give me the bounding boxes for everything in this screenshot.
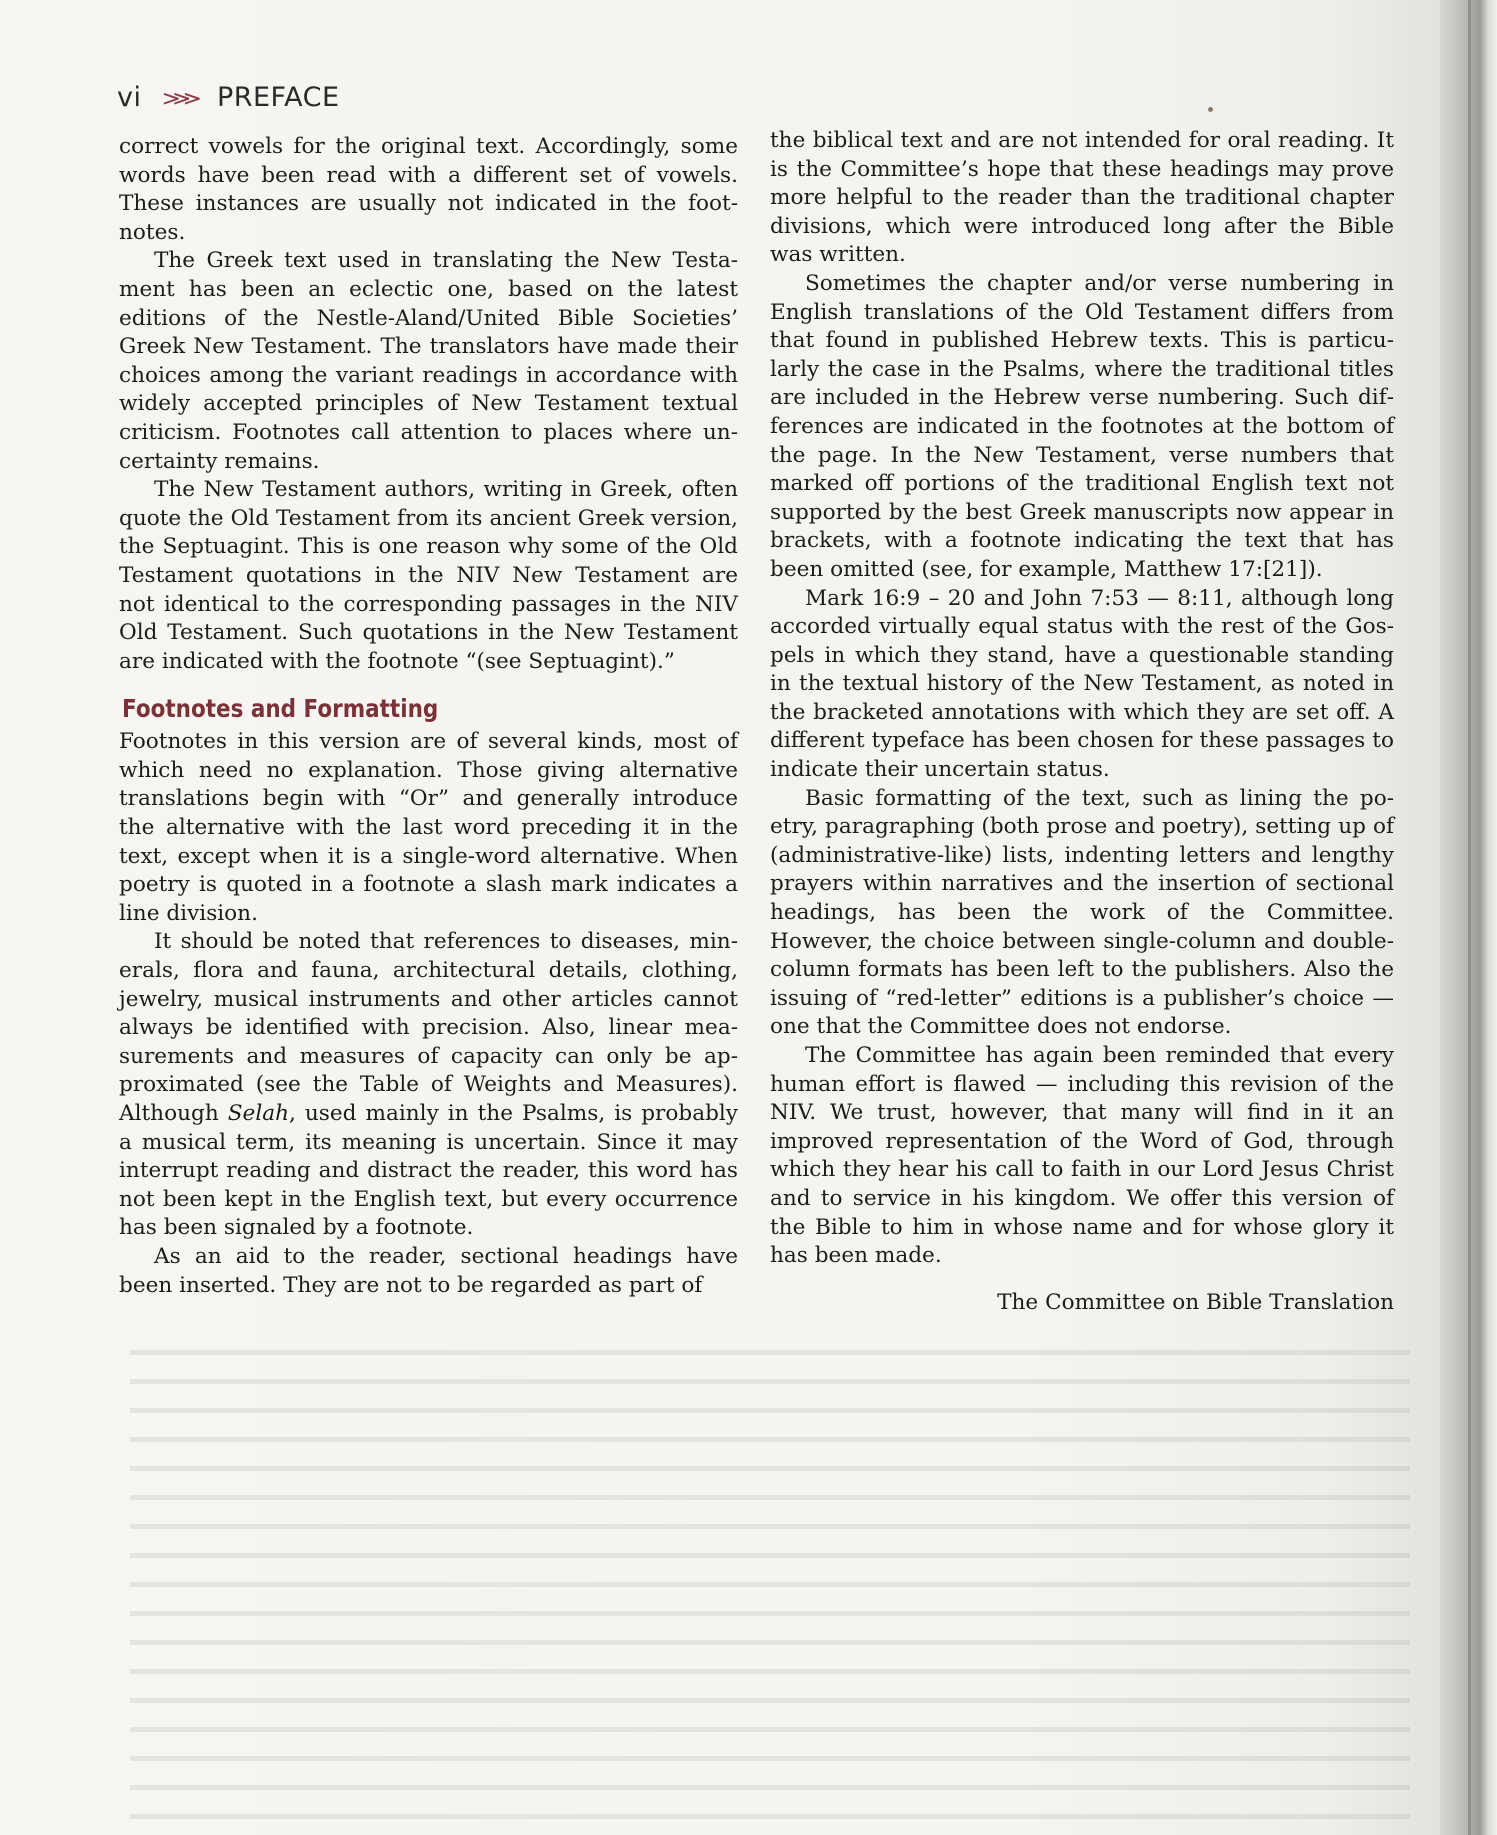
- signature: The Committee on Bible Translation: [997, 1289, 1394, 1315]
- paragraph: The Committee has again been reminded that every human effort is flawed — including this revision of the NIV. We trust, however, that many will find in it an improved representation of the Word of God, through which they hear his call to faith in our Lord Jesus Christ and to service in his kingdom. We offer this version of the Bible to him in whose name and for whose glory it has been made.: [770, 1043, 1394, 1269]
- paragraph: [119, 928, 738, 1243]
- paragraph: correct vowels for the original text. Accordingly, some words have been read with a different set of vowels. These instances are usually not indicated in the footnotes.: [119, 134, 738, 245]
- left-column: [119, 133, 738, 1300]
- paragraph: the biblical text and are not intended for oral reading. It is the Committee’s hope that these headings may prove more helpful to the reader than the traditional chapter divisions, which were introduced long after the Bible was written.: [770, 128, 1394, 268]
- right-column: [770, 127, 1394, 1317]
- paragraph: Footnotes in this version are of several kinds, most of which need no explanation. Those giving alternative translations begin with “Or” and generally introduce the alternative with the last word preceding it in the text, except when it is a single-word alternative. When poetry is quoted in a footnote a slash mark indicates a line division.: [119, 729, 738, 926]
- paragraph: Mark 16:9 – 20 and John 7:53 — 8:11, although long accorded virtually equal status with the rest of the Gospels in which they stand, have a questionable standing in the textual history of the New Testament, as noted in the bracketed annotations with which they are set off. A different typeface has been chosen for these passages to indicate their uncertain status.: [770, 585, 1394, 783]
- running-title: PREFACE: [216, 82, 340, 113]
- paragraph: Basic formatting of the text, such as lining the poetry, paragraphing (both prose and poetry), setting up of (administrative-like) lists, indenting letters and lengthy prayers within narratives and the insertion of sectional headings, has been the work of the Committee. However, the choice between single-column and double-column formats has been left to the publishers. Also the issuing of “red-letter” editions is a publisher’s choice — one that the Committee does not endorse.: [770, 785, 1394, 1040]
- bleed-through-texture: [130, 1330, 1410, 1830]
- ornament-arrows-icon: ⋙: [162, 85, 199, 110]
- italic-term: Selah: [227, 1101, 290, 1126]
- paragraph: Sometimes the chapter and/or verse numbering in English translations of the Old Testament differs from that found in published Hebrew texts. This is particularly the case in the Psalms, where the traditional titles are included in the Hebrew verse numbering. Such differences are indicated in the footnotes at the bottom of the page. In the New Testament, verse numbers that marked off portions of the traditional English text not supported by the best Greek manuscripts now appear in brackets, with a footnote indicating the text that has been omitted (see, for example, Matthew 17:[21]).: [770, 270, 1394, 582]
- page-number: vi: [117, 82, 142, 113]
- gutter-shadow-line: [1468, 0, 1471, 1835]
- paper-speck: [1208, 107, 1213, 112]
- paragraph: As an aid to the reader, sectional headings have been inserted. They are not to be regarded as part of: [119, 1243, 738, 1298]
- section-heading: Footnotes and Formatting: [122, 694, 439, 724]
- book-gutter: [1440, 0, 1497, 1835]
- paragraph: The Greek text used in translating the New Testament has been an eclectic one, based on the latest editions of the Nestle-Aland/United Bible Societies’ Greek New Testament. The translators have made their choices among the variant readings in accordance with widely accepted principles of New Testament textual criticism. Footnotes call attention to places where uncertainty remains.: [119, 248, 738, 474]
- text-run: , used mainly in the Psalms, is probably a musical term, its meaning is uncertain. Since it may interrupt reading and distract the reader, this word has not been kept in the English text, but every occurrence has been signaled by a footnote.: [119, 1101, 738, 1241]
- running-header: [117, 82, 340, 113]
- paragraph: The New Testament authors, writing in Greek, often quote the Old Testament from its ancient Greek version, the Septuagint. This is one reason why some of the Old Testament quotations in the NIV New Testament are not identical to the corresponding passages in the NIV Old Testament. Such quotations in the New Testament are indicated with the footnote “(see Septuagint).”: [119, 477, 738, 674]
- text-run: It should be noted that references to diseases, minerals, flora and fauna, architectural details, clothing, jewelry, musical instruments and other articles cannot always be identified with precision. Also, linear measurements and measures of capacity can only be approximated (see the Table of Weights and Measures). Although: [119, 929, 738, 1126]
